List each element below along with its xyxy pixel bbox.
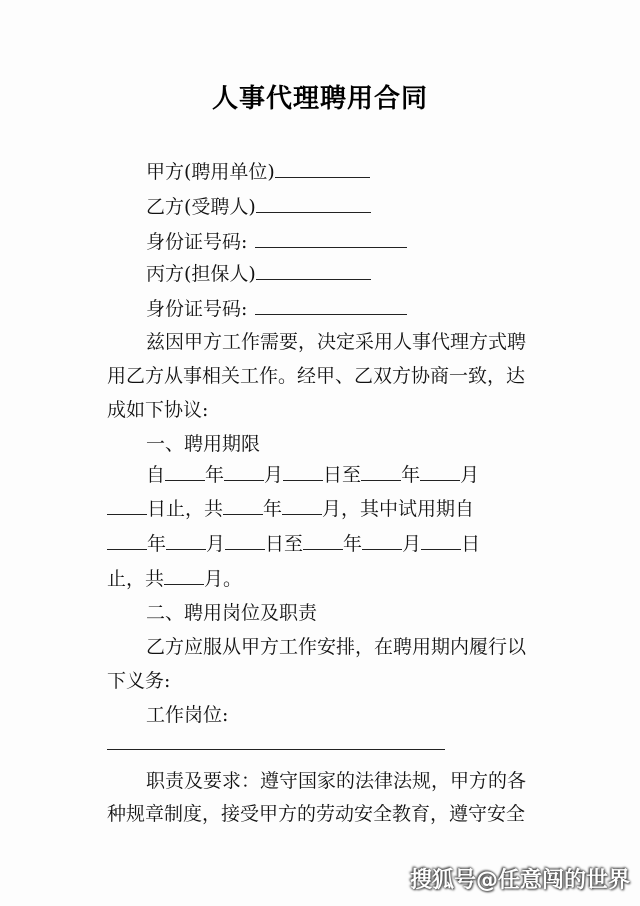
section-2-heading: 二、聘用岗位及职责 bbox=[146, 602, 318, 624]
id-number-line-2 bbox=[146, 297, 407, 321]
term-blank bbox=[107, 498, 147, 515]
sohu-watermark: 搜狐号@任意闯的世界 bbox=[409, 868, 630, 893]
term-month-end: 月，其中试用期自 bbox=[322, 498, 475, 520]
duties-line-2: 下义务: bbox=[107, 670, 171, 692]
party-b-label: 乙方(受聘人) bbox=[146, 196, 256, 218]
term-blank bbox=[421, 533, 461, 550]
id-number-blank-2 bbox=[255, 298, 407, 315]
term-day-end: 日止，共 bbox=[147, 498, 224, 520]
term-year: 年 bbox=[263, 498, 283, 520]
term-day-to: 日至 bbox=[265, 533, 304, 555]
requirements-line-2: 种规章制度，接受甲方的劳动安全教育，遵守安全 bbox=[107, 803, 526, 825]
term-blank bbox=[164, 568, 204, 585]
document-title: 人事代理聘用合同 bbox=[211, 84, 428, 114]
id-number-blank-1 bbox=[255, 231, 407, 248]
intro-line-2: 用乙方从事相关工作。经甲、乙双方协商一致，达 bbox=[107, 365, 526, 387]
party-c-label: 丙方(担保人) bbox=[146, 263, 256, 285]
term-line-4 bbox=[107, 567, 242, 591]
term-line-1 bbox=[146, 463, 479, 487]
duties-line-1: 乙方应服从甲方工作安排，在聘用期内履行以 bbox=[146, 636, 527, 658]
term-day-to: 日至 bbox=[323, 464, 362, 486]
section-1-heading: 一、聘用期限 bbox=[146, 433, 261, 455]
position-label: 工作岗位: bbox=[146, 704, 229, 726]
term-month: 月 bbox=[402, 533, 422, 555]
term-month: 月 bbox=[460, 464, 480, 486]
term-blank bbox=[283, 464, 323, 481]
term-line-3 bbox=[107, 532, 480, 556]
term-stop: 止，共 bbox=[107, 568, 165, 590]
term-blank bbox=[282, 498, 322, 515]
id-number-line-1 bbox=[146, 230, 407, 254]
term-blank bbox=[165, 464, 205, 481]
position-blank-rule bbox=[107, 749, 445, 750]
term-blank bbox=[107, 533, 147, 550]
term-from: 自 bbox=[146, 464, 166, 486]
party-a-line bbox=[146, 160, 370, 184]
term-blank bbox=[303, 533, 343, 550]
term-year: 年 bbox=[205, 464, 225, 486]
party-a-label: 甲方(聘用单位) bbox=[146, 161, 275, 183]
party-a-blank bbox=[275, 161, 370, 178]
id-number-label-2: 身份证号码: bbox=[146, 298, 248, 320]
term-line-2 bbox=[107, 497, 474, 521]
term-month: 月 bbox=[264, 464, 284, 486]
term-year: 年 bbox=[401, 464, 421, 486]
party-c-blank bbox=[256, 263, 371, 280]
party-b-line bbox=[146, 195, 371, 219]
term-blank bbox=[420, 464, 460, 481]
term-year: 年 bbox=[343, 533, 363, 555]
requirements-line-1: 职责及要求：遵守国家的法律法规，甲方的各 bbox=[146, 770, 527, 792]
term-blank bbox=[225, 533, 265, 550]
term-month: 月 bbox=[206, 533, 226, 555]
term-blank bbox=[223, 498, 263, 515]
term-month-final: 月。 bbox=[204, 568, 243, 590]
id-number-label-1: 身份证号码: bbox=[146, 231, 248, 253]
term-blank bbox=[361, 464, 401, 481]
term-day-end-short: 日 bbox=[461, 533, 481, 555]
term-blank bbox=[224, 464, 264, 481]
party-c-line bbox=[146, 262, 371, 286]
term-blank bbox=[362, 533, 402, 550]
intro-line-3: 成如下协议: bbox=[107, 399, 209, 421]
term-year: 年 bbox=[147, 533, 167, 555]
term-blank bbox=[166, 533, 206, 550]
intro-line-1: 兹因甲方工作需要，决定采用人事代理方式聘 bbox=[146, 331, 527, 353]
party-b-blank bbox=[256, 196, 371, 213]
